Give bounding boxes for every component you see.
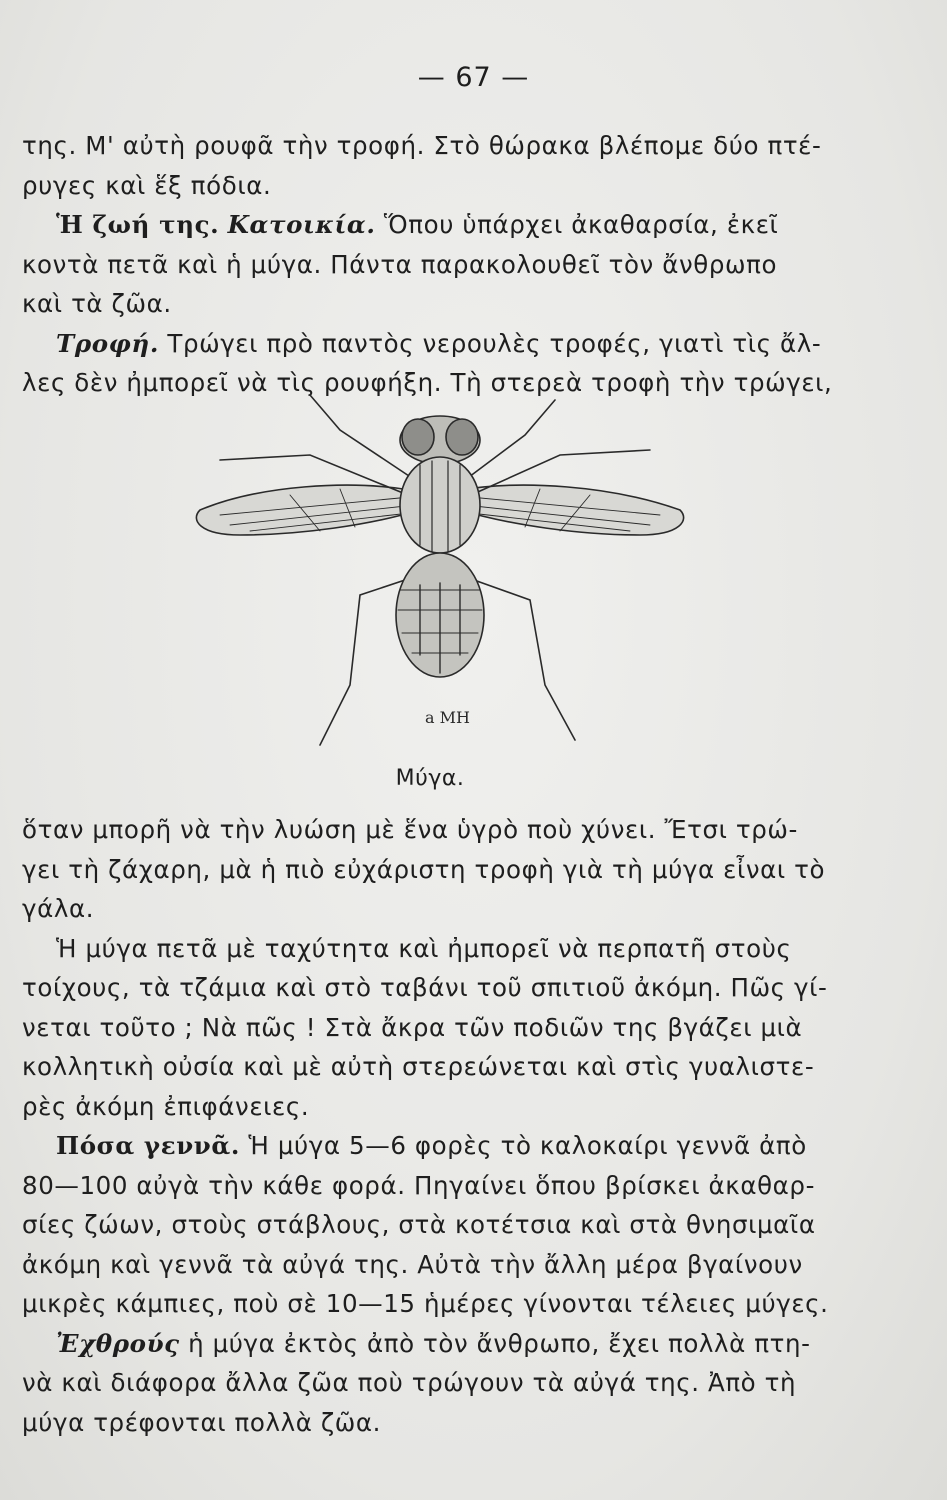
- figure-caption: Μύγα.: [395, 766, 465, 791]
- text-line: λες δὲν ἠμπορεῖ νὰ τὶς ρουφήξη. Τὴ στερεὰ τροφὴ τὴν τρώγει,: [22, 368, 833, 397]
- text-line: γει τὴ ζάχαρη, μὰ ἡ πιὸ εὐχάριστη τροφὴ γιὰ τὴ μύγα εἶναι τὸ: [22, 854, 826, 884]
- text-line: νὰ καὶ διάφορα ἄλλα ζῶα ποὺ τρώγουν τὰ αὐγά της. Ἀπὸ τὴ: [22, 1368, 797, 1397]
- text-line: Ὅπου ὑπάρχει ἀκαθαρσία, ἐκεῖ: [375, 210, 779, 239]
- text-line: Ἡ μύγα πετᾶ μὲ ταχύτητα καὶ ἠμπορεῖ νὰ περπατῆ στοὺς: [56, 933, 792, 963]
- section-heading-life: Ἡ ζωή της.: [56, 210, 220, 239]
- text-line: τοίχους, τὰ τζάμια καὶ στὸ ταβάνι τοῦ σπιτιοῦ ἀκόμη. Πῶς γί-: [22, 973, 828, 1002]
- text-line: Ἡ μύγα 5—6 φορὲς τὸ καλοκαίρι γεννᾶ ἀπὸ: [239, 1131, 807, 1160]
- text-line: Τρώγει πρὸ παντὸς νερουλὲς τροφές, γιατὶ τὶς ἄλ-: [158, 328, 822, 358]
- text-line: ἀκόμη καὶ γεννᾶ τὰ αὐγά της. Αὐτὰ τὴν ἄλλη μέρα βγαίνουν: [22, 1249, 803, 1279]
- section-food: [22, 324, 862, 364]
- figure-mark: a ΜΗ: [425, 708, 470, 727]
- text-line: νεται τοῦτο ; Νὰ πῶς ! Στὰ ἄκρα τῶν ποδιῶν της βγάζει μιὰ: [22, 1012, 803, 1042]
- text-line: της. Μ' αὐτὴ ρουφᾶ τὴν τροφή. Στὸ θώρακα βλέπομε δύο πτέ-: [22, 131, 822, 160]
- page-number: — 67 —: [417, 62, 530, 93]
- text-block-top: [22, 126, 862, 403]
- text-line: μικρὲς κάμπιες, ποὺ σὲ 10—15 ἡμέρες γίνονται τέλειες μύγες.: [22, 1289, 829, 1318]
- section-heading-births: Πόσα γεννᾶ.: [56, 1131, 240, 1160]
- section-enemies: [22, 1324, 862, 1364]
- text-line: κοντὰ πετᾶ καὶ ἡ μύγα. Πάντα παρακολουθεῖ τὸν ἄνθρωπο: [22, 249, 778, 279]
- text-line: 80—100 αὐγὰ τὴν κάθε φορά. Πηγαίνει ὅπου βρίσκει ἀκαθαρ-: [22, 1170, 816, 1200]
- text-line: σίες ζώων, στοὺς στάβλους, στὰ κοτέτσια καὶ στὰ θνησιμαῖα: [22, 1210, 816, 1239]
- text-line: γάλα.: [22, 894, 95, 923]
- section-heading-enemies: Ἐχθρούς: [56, 1328, 180, 1358]
- text-line: ὅταν μπορῆ νὰ τὴν λυώση μὲ ἕνα ὑγρὸ ποὺ χύνει. Ἔτσι τρώ-: [22, 815, 798, 844]
- text-line: καὶ τὰ ζῶα.: [22, 289, 172, 318]
- text-line: κολλητικὴ οὐσία καὶ μὲ αὐτὴ στερεώνεται καὶ στὶς γυαλιστε-: [22, 1052, 815, 1081]
- fly-illustration: [180, 385, 700, 765]
- subheading-habitat: Κατοικία.: [227, 210, 376, 239]
- text-line: ἡ μύγα ἐκτὸς ἀπὸ τὸν ἄνθρωπο, ἔχει πολλὰ πτη-: [179, 1328, 811, 1358]
- text-line: μύγα τρέφονται πολλὰ ζῶα.: [22, 1407, 382, 1437]
- text-line: ρυγες καὶ ἕξ πόδια.: [22, 170, 272, 200]
- text-block-bottom: [22, 810, 862, 1442]
- text-line: ρὲς ἀκόμη ἐπιφάνειες.: [22, 1091, 310, 1121]
- section-heading-food: Τροφή.: [56, 328, 159, 358]
- section-life: [22, 205, 862, 245]
- section-births: [22, 1126, 862, 1166]
